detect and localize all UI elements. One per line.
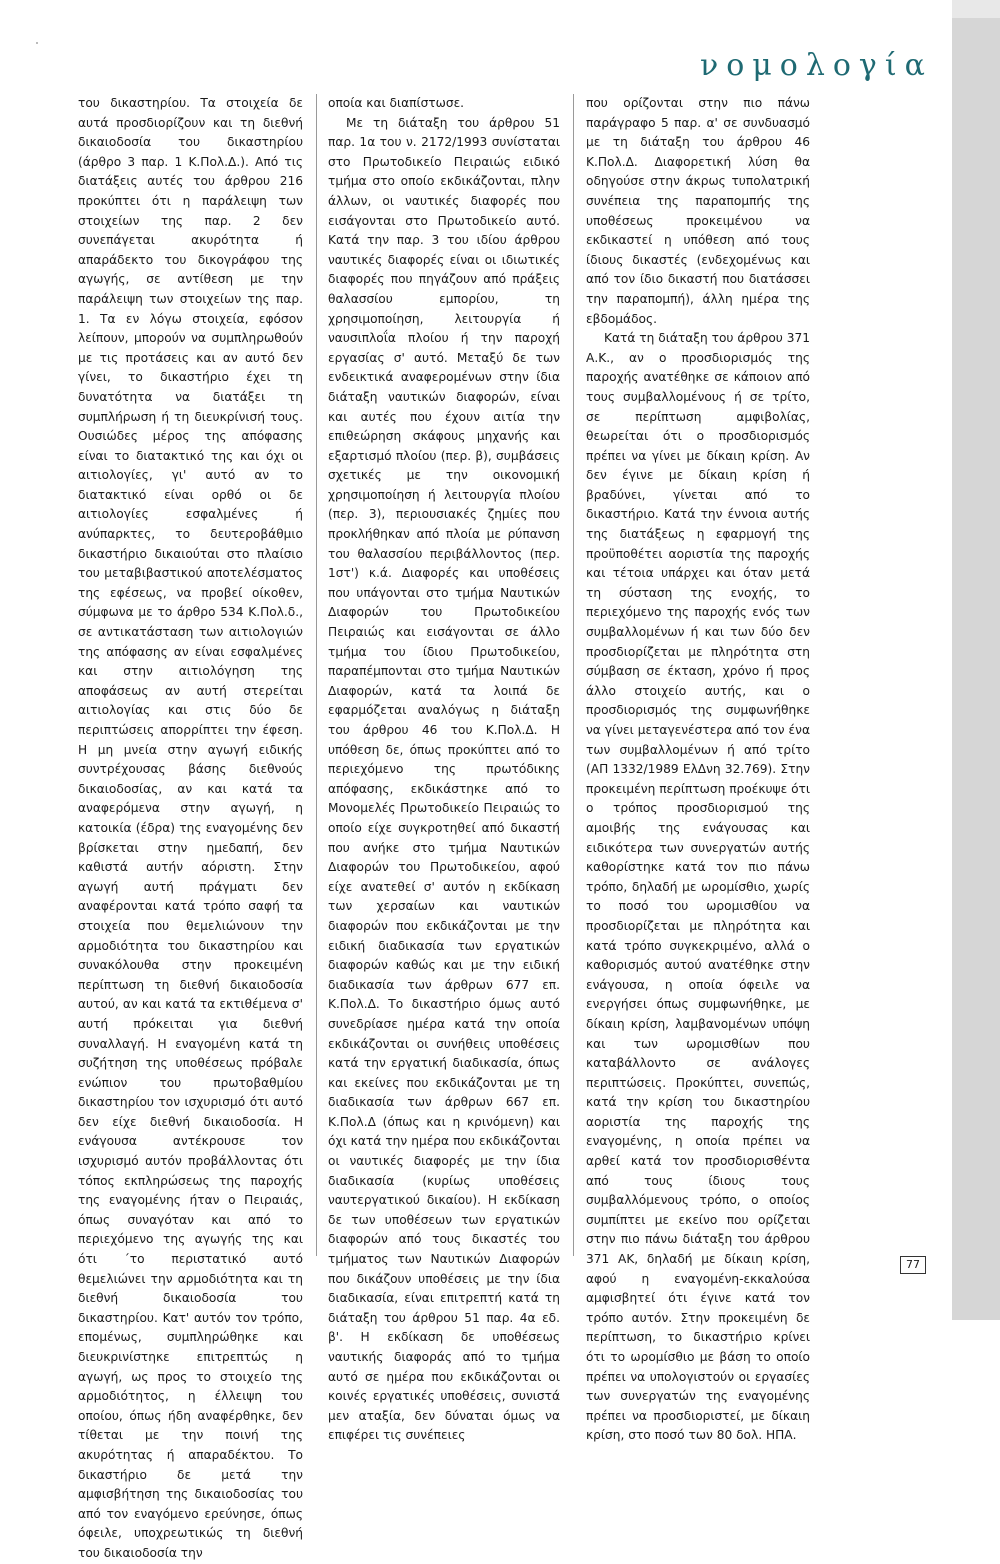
page-number: 77: [900, 1256, 926, 1274]
section-title: νομολογία: [700, 48, 933, 83]
column-divider-2: [573, 94, 574, 1256]
column-divider-1: [316, 94, 317, 1256]
text-column-3: [586, 94, 810, 1446]
column-2-paragraph-1: οποία και διαπίστωσε.: [328, 96, 465, 110]
column-3-paragraph-2: Κατά τη διάταξη του άρθρου 371 Α.Κ., αν ο προσδιορισμός της παροχής ανατέθηκε σε κάποιον από τους συμβαλλομένους ή σε τρίτο, σε περίπτωση αμφιβολίας, θεωρείται ότι ο προσδιορισμός πρέπει να γίνει με δίκαιη κρίση. Αν δεν έγινε με δίκαιη κρίση ή βραδύνει, γίνεται από το δικαστήριο. Κατά την έννοια αυτής της διατάξεως η εφαρμογή της προϋποθέτει αοριστία της παροχής και τέτοια υπάρχει και όταν μετά τη σύσταση της ενοχής, το περιεχόμενο της παροχής ενός των συμβαλλομένων ή και των δύο δεν προσδιορίζεται με πληρότητα στη σύμβαση σε έκταση, χρόνο ή προς άλλο στοιχείο αυτής, και ο προσδιορισμός της συμφωνήθηκε να γίνει μεταγενέστερα από τον ένα των συμβαλλομένων ή από τρίτο (ΑΠ 1332/1989 ΕλΔνη 32.769). Στην προκειμένη περίπτωση προέκυψε ότι ο τρόπος προσδιορισμού της αμοιβής της ενάγουσας και ειδικότερα των συνεργατών αυτής καθορίστηκε κατά τον πιο πάνω τρόπο, δηλαδή με ωρομίσθιο, χωρίς το ποσό του ωρομισθίου να προσδιορίζεται με πληρότητα και κατά τρόπο συγκεκριμένο, αλλά ο καθορισμός αυτού ανατέθηκε στην ενάγουσα, η οποία όφειλε να ενεργήσει όπως συμφωνήθηκε, με δίκαιη κρίση, λαμβανομένων υπόψη και των ωρομισθίων που καταβάλλοντο σε ανάλογες περιπτώσεις. Προκύπτει, συνεπώς, κατά την κρίση του δικαστηρίου αοριστία της παροχής της εναγομένης, η οποία πρέπει να αρθεί κατά τον προσδιορισθέντα από τους ίδιους τους συμβαλλόμενους τρόπο, ο οποίος συμπίπτει με εκείνο που ορίζεται στην πιο πάνω διάταξη του άρθρου 371 ΑΚ, δηλαδή με δίκαιη κρίση, αφού η εναγομένη-εκκαλούσα αμφισβητεί ότι έγινε κατά τον τρόπο αυτόν. Στην προκειμένη δε περίπτωση, το δικαστήριο κρίνει ότι το ωρομίσθιο με βάση το οποίο πρέπει να υπολογιστούν οι εργασίες των συνεργατών της εναγομένης πρέπει να προσδιοριστεί, με δίκαιη κρίση, στο ποσό των 80 δολ. ΗΠΑ.: [586, 331, 810, 1443]
column-3-paragraph-1: που ορίζονται στην πιο πάνω παράγραφο 5 παρ. α' σε συνδυασμό με τη διάταξη του άρθρου 46 Κ.Πολ.Δ. Διαφορετική λύση θα οδηγούσε στην άκρως τυπολατρική συνέπεια της παραπομπής της υποθέσεως προκειμένου να εκδικαστεί η υπόθεση από τους ίδιους δικαστές (ενδεχομένως και από τον ίδιο δικαστή που διατάσσει την παραπομπή), άλλη ημέρα της εβδομάδος.: [586, 96, 810, 326]
text-column-1: [78, 94, 303, 1564]
page-edge-gutter: [952, 0, 1000, 1320]
text-column-2: [328, 94, 560, 1446]
page-edge-gutter-top: [952, 0, 1000, 18]
column-1-paragraph-1: του δικαστηρίου. Τα στοιχεία δε αυτά προσδιορίζουν και τη διεθνή δικαιοδοσία του δικαστηρίου (άρθρο 3 παρ. 1 Κ.Πολ.Δ.). Από τις διατάξεις αυτές του άρθρου 216 προκύπτει ότι η παράλειψη των στοιχείων της παρ. 2 δεν συνεπάγεται ακυρότητα ή απαράδεκτο του δικογράφου της αγωγής, σε αντίθεση με την παράλειψη των στοιχείων της παρ. 1. Τα εν λόγω στοιχεία, εφόσον λείπουν, μπορούν να συμπληρωθούν με τις προτάσεις και αν αυτό δεν γίνει, το δικαστήριο έχει τη δυνατότητα να διατάξει τη συμπλήρωση ή τη διευκρίνισή τους. Ουσιώδες μέρος της απόφασης είναι το διατακτικό της και όχι οι αιτιολογίες, γι' αυτό αν το διατακτικό είναι ορθό οι δε αιτιολογίες εσφαλμένες ή ανύπαρκτες, το δευτεροβάθμιο δικαστήριο δικαιούται στο πλαίσιο του μεταβιβαστικού αποτελέσματος της εφέσεως, να προβεί οίκοθεν, σύμφωνα με το άρθρο 534 Κ.Πολ.δ., σε αντικατάσταση των αιτιολογιών της απόφασης αν είναι εσφαλμένες και στην αιτιολόγηση της αποφάσεως αν αυτή στερείται αιτιολογίας και στις δύο δε περιπτώσεις απορρίπτει την έφεση. Η μη μνεία στην αγωγή ειδικής συντρέχουσας βάσης διεθνούς δικαιοδοσίας, αν και κατά τα αναφερόμενα στην αγωγή, η κατοικία (έδρα) της εναγομένης δεν βρίσκεται στην ημεδαπή, δεν καθιστά αυτήν αόριστη. Στην αγωγή αυτή πράγματι δεν αναφέρονται κατά τρόπο σαφή τα στοιχεία που θεμελιώνουν την αρμοδιότητα του δικαστηρίου και συνακόλουθα στην προκειμένη περίπτωση τη διεθνή δικαιοδοσία αυτού, αν και κατά τα εκτιθέμενα σ' αυτή πρόκειται για διεθνή συναλλαγή. Η εναγομένη κατά τη συζήτηση της υποθέσεως πρόβαλε ενώπιον του πρωτοβαθμίου δικαστηρίου τον ισχυρισμό ότι αυτό δεν είχε διεθνή δικαιοδοσία. Η ενάγουσα αντέκρουσε τον ισχυρισμό αυτόν προβάλλοντας ότι τόπος εκπληρώσεως της παροχής της εναγομένης ήταν ο Πειραιάς, όπως συναγόταν και από το περιεχόμενο της αγωγής της και ότι ΄το περιστατικό αυτό θεμελιώνει την αρμοδιότητα και τη διεθνή δικαιοδοσία του δικαστηρίου. Κατ' αυτόν τον τρόπο, επομένως, συμπληρώθηκε και διευκρινίστηκε επιτρεπτώς η αγωγή, ως προς το στοιχείο της αρμοδιότητος, η έλλειψη του οποίου, όπως ήδη αναφέρθηκε, δεν τίθεται με την ποινή της ακυρότητας ή απαραδέκτου. Το δικαστήριο δε μετά την αμφισβήτηση της δικαιοδοσίας του από τον εναγόμενο ερεύνησε, όπως όφειλε, υποχρεωτικώς τη διεθνή του δικαιοδοσία την: [78, 96, 303, 1560]
scan-speck: [36, 42, 38, 44]
column-2-paragraph-2: Με τη διάταξη του άρθρου 51 παρ. 1α του ν. 2172/1993 συνίσταται στο Πρωτοδικείο Πειραιώς ειδικό τμήμα στο οποίο εκδικάζονται, πλην άλλων, οι ναυτικές διαφορές που εισάγονται στο Πρωτοδικείο αυτό. Κατά την παρ. 3 του ιδίου άρθρου ναυτικές διαφορές είναι οι ιδιωτικές διαφορές που πηγάζουν από πράξεις θαλασσίου εμπορίου, τη χρησιμοποίηση, λειτουργία ή ναυσιπλοΐα πλοίου ή την παροχή εργασίας σ' αυτό. Μεταξύ δε των ενδεικτικά αναφερομένων στην ίδια διάταξη ναυτικών διαφορών, είναι και αυτές που έχουν αιτία την επιθεώρηση σκάφους μηχανής και εξαρτισμό πλοίου (περ. β), συμβάσεις σχετικές με την οικονομική χρησιμοποίηση ή λειτουργία πλοίου (περ. 3), περιουσιακές ζημίες που προκλήθηκαν από πλοία με ρύπανση του θαλασσίου περιβάλλοντος (περ. 1στ') κ.ά. Διαφορές και υποθέσεις που υπάγονται στο τμήμα Ναυτικών Διαφορών του Πρωτοδικείου Πειραιώς και εισάγονται σε άλλο τμήμα του ίδιου Πρωτοδικείου, παραπέμπονται στο τμήμα Ναυτικών Διαφορών, κατά τα λοιπά δε εφαρμόζεται αναλόγως η διάταξη του άρθρου 46 του Κ.Πολ.Δ. Η υπόθεση δε, όπως προκύπτει από το περιεχόμενο της πρωτόδικης απόφασης, εκδικάστηκε από το Μονομελές Πρωτοδικείο Πειραιώς το οποίο είχε συγκροτηθεί από δικαστή που ανήκε στο τμήμα Ναυτικών Διαφορών του Πρωτοδικείου, αφού είχε ανατεθεί σ' αυτόν η εκδίκαση των χερσαίων και ναυτικών διαφορών που εκδικάζονται με την ειδική διαδικασία των εργατικών διαφορών καθώς και με την ειδική διαδικασία των άρθρων 677 επ. Κ.Πολ.Δ. Το δικαστήριο όμως αυτό συνεδρίασε ημέρα κατά την οποία εκδικάζονται οι συνήθεις υποθέσεις κατά την εργατική διαδικασία, όπως και εκείνες που εκδικάζονται με τη διαδικασία των άρθρων 667 επ. Κ.Πολ.Δ (όπως και η κρινόμενη) και όχι κατά την ημέρα που εκδικάζονται οι ναυτικές διαφορές με την ίδια διαδικασία (κυρίως υποθέσεις ναυτεργατικού δικαίου). Η εκδίκαση δε των υποθέσεων των εργατικών διαφορών από τους δικαστές του τμήματος των Ναυτικών Διαφορών που δικάζουν υποθέσεις με την ίδια διαδικασία, είναι επιτρεπτή κατά τη διάταξη του άρθρου 51 παρ. 4α εδ. β'. Η εκδίκαση δε υποθέσεως ναυτικής διαφοράς από το τμήμα αυτό σε ημέρα που εκδικάζονται οι κοινές εργατικές υποθέσεις, συνιστά μεν αταξία, δεν δύναται όμως να επιφέρει τις συνέπειες: [328, 115, 560, 1443]
